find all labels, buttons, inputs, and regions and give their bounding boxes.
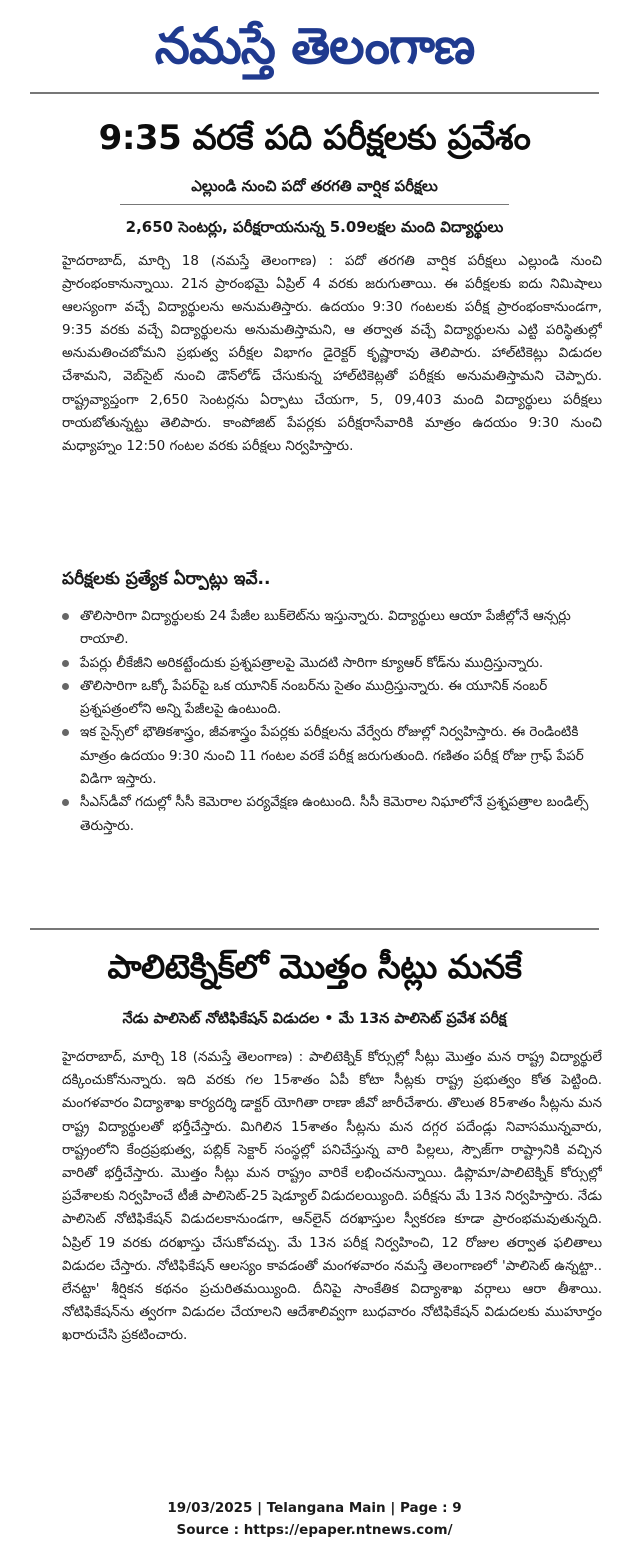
list-item — [60, 605, 605, 652]
footer-date-line: 19/03/2025 | Telangana Main | Page : 9 — [167, 1500, 462, 1516]
masthead-title: నమస్తే తెలంగాణ — [154, 16, 475, 75]
masthead-divider — [30, 92, 599, 94]
bullet-icon — [62, 683, 69, 690]
bullet-text: ఇక సైన్స్‌లో భౌతికశాస్త్రం, జీవశాస్త్రం పేపర్లకు పరీక్షలను వేర్వేరు రోజుల్లో నిర్వహిస్తారు. ఈ రెండింటికి మాత్రం ఉదయం 9:30 నుంచి 11 గంటల వరకే పరీక్ష జరుగుతుంది. గణితం పరీక్ష రోజు గ్రాఫ్ పేపర్ విడిగా ఇస్తారు. — [80, 724, 584, 788]
story1-section-head: పరీక్షలకు ప్రత్యేక ఏర్పాట్లు ఇవే.. — [62, 569, 271, 589]
newspaper-masthead — [0, 6, 629, 86]
story1-body: హైదరాబాద్, మార్చి 18 (నమస్తే తెలంగాణ) : పదో తరగతి వార్షిక పరీక్షలు ఎల్లుండి నుంచి ప్రారంభంకానున్నాయి. 21న ప్రారంభమై ఏప్రిల్ 4 వరకు జరుగుతాయి. ఈ పరీక్షలకు ఐదు నిమిషాలు ఆలస్యంగా వచ్చే విద్యార్థులను అనుమతిస్తారు. ఉదయం 9:30 గంటలకు పరీక్ష ప్రారంభంకానుండగా, 9:35 వరకు వచ్చే విద్యార్థులను అనుమతిస్తామని, ఆ తర్వాత వచ్చే విద్యార్థులను ఎట్టి పరిస్థితుల్లో అనుమతించబోమని ప్రభుత్వ పరీక్షల విభాగం డైరెక్టర్ కృష్ణారావు తెలిపారు. హాల్‌టికెట్లు విడుదల చేశామని, వెబ్‌సైట్ నుంచి డౌన్‌లోడ్ చేసుకున్న హాల్‌టికెట్లతో పరీక్షకు అనుమతిస్తామని చెప్పారు. రాష్ట్రవ్యాప్తంగా 2,650 సెంటర్లను ఏర్పాటు చేయగా, 5, 09,403 మంది విద్యార్థులు పరీక్షలు రాయబోతున్నట్టు తెలిపారు. కాంపోజిట్ పేపర్లకు పరీక్షరాసేవారికి మాత్రం ఉదయం 9:30 నుంచి మధ్యాహ్నం 12:50 గంటల వరకు పరీక్షలు నిర్వహిస్తారు. — [62, 253, 602, 454]
list-item — [60, 791, 605, 838]
story2-body: హైదరాబాద్, మార్చి 18 (నమస్తే తెలంగాణ) : పాలిటెక్నిక్ కోర్సుల్లో సీట్లు మొత్తం మన రాష్ట్ర విద్యార్థులే దక్కించుకోనున్నారు. ఇది వరకు గల 15శాతం ఏపీ కోటా సీట్లకు రాష్ట్ర ప్రభుత్వం కోత పెట్టింది. మంగళవారం విద్యాశాఖ కార్యదర్శి డాక్టర్ యోగితా రాణా జీవో జారీచేశారు. తొలుత 85శాతం సీట్లను మన రాష్ట్ర విద్యార్థులతో భర్తీచేస్తారు. మిగిలిన 15శాతం సీట్లను మన దగ్గర పదేండ్లు నివాసమున్నవారు, రాష్ట్రంలోని కేంద్రప్రభుత్వ, పబ్లిక్ సెక్టార్ సంస్థల్లో పనిచేస్తున్న వారి పిల్లలు, స్పౌజ్‌గా రాష్ట్రానికి వచ్చిన వారితో భర్తీచేస్తారు. మొత్తం సీట్లు మన రాష్ట్రం వారికే లభించనున్నాయి. డిప్లొమా/పాలిటెక్నిక్ కోర్సుల్లో ప్రవేశాలకు నిర్వహించే టీజీ పాలిసెట్-25 షెడ్యూల్ విడుదలయ్యింది. పరీక్షను మే 13న నిర్వహిస్తారు. నేడు పాలిసెట్ నోటిఫికేషన్ విడుదలకానుండగా, ఆన్‌లైన్ దరఖాస్తుల స్వీకరణ కూడా ప్రారంభమవుతున్నది. ఏప్రిల్ 19 వరకు దరఖాస్తు చేసుకోవచ్చు. మే 13న పరీక్ష నిర్వహించి, 12 రోజుల తర్వాత ఫలితాలు విడుదల చేస్తారు. నోటిఫికేషన్ ఆలస్యం కావడంతో మంగళవారం నమస్తే తెలంగాణలో 'పాలిసెట్ ఉన్నట్టా.. లేనట్టా' శీర్షికన కథనం ప్రచురితమయ్యింది. దీనిపై సాంకేతిక విద్యాశాఖ వర్గాలు ఆరా తీశాయి. నోటిఫికేషన్‌ను త్వరగా విడుదల చేయాలని ఆదేశాలివ్వగా బుధవారం నోటిఫికేషన్ విడుదలకు ముహూర్తం ఖరారుచేసి ప్రకటించారు. — [62, 1049, 602, 1344]
bullet-icon — [62, 660, 69, 667]
bullet-text: పేపర్లు లీకేజీని అరికట్టేందుకు ప్రశ్నపత్రాలపై మొదటి సారిగా క్యూఆర్ కోడ్‌ను ముద్రిస్తున్నారు. — [80, 654, 544, 671]
story2-headline: పాలిటెక్నిక్‌లో మొత్తం సీట్లు మనకే — [107, 947, 522, 986]
page-footer — [0, 1497, 629, 1541]
bullet-text: తొలిసారిగా విద్యార్థులకు 24 పేజీల బుక్‌లెట్‌ను ఇస్తున్నారు. విద్యార్థులు ఆయా పేజీల్లోనే ఆన్సర్లు రాయాలి. — [80, 608, 571, 648]
story1-subheading: ఎల్లుండి నుంచి పదో తరగతి వార్షిక పరీక్షలు — [191, 177, 438, 195]
bullet-icon — [62, 799, 69, 806]
footer-source-line: Source : https://epaper.ntnews.com/ — [176, 1522, 453, 1538]
story2-subheading: నేడు పాలిసెట్ నోటిఫికేషన్ విడుదల • మే 13న పాలిసెట్ ప్రవేశ పరీక్ష — [122, 1011, 507, 1027]
story1-bullet-list — [60, 605, 605, 838]
bullet-icon — [62, 729, 69, 736]
story1-deck: 2,650 సెంటర్లు, పరీక్షరాయనున్న 5.09లక్షల మంది విద్యార్థులు — [125, 218, 504, 236]
bullet-icon — [62, 613, 69, 620]
story1-headline: 9:35 వరకే పది పరీక్షలకు ప్రవేశం — [98, 118, 531, 158]
story-divider — [30, 928, 599, 930]
bullet-text: సీఎస్‌డీవో గదుల్లో సీసీ కెమెరాల పర్యవేక్షణ ఉంటుంది. సీసీ కెమెరాల నిఘాలోనే ప్రశ్నపత్రాల బండిల్స్ తెరుస్తారు. — [80, 794, 589, 834]
list-item — [60, 675, 605, 722]
bullet-text: తొలిసారిగా ఒక్కో పేపర్‌పై ఒక యూనిక్ నంబర్‌ను సైతం ముద్రిస్తున్నారు. ఈ యూనిక్ నంబర్ ప్రశ్నపత్రంలోని అన్ని పేజీలపై ఉంటుంది. — [80, 677, 548, 718]
story1-sub-divider — [120, 204, 509, 205]
list-item — [60, 652, 605, 675]
list-item — [60, 721, 605, 791]
